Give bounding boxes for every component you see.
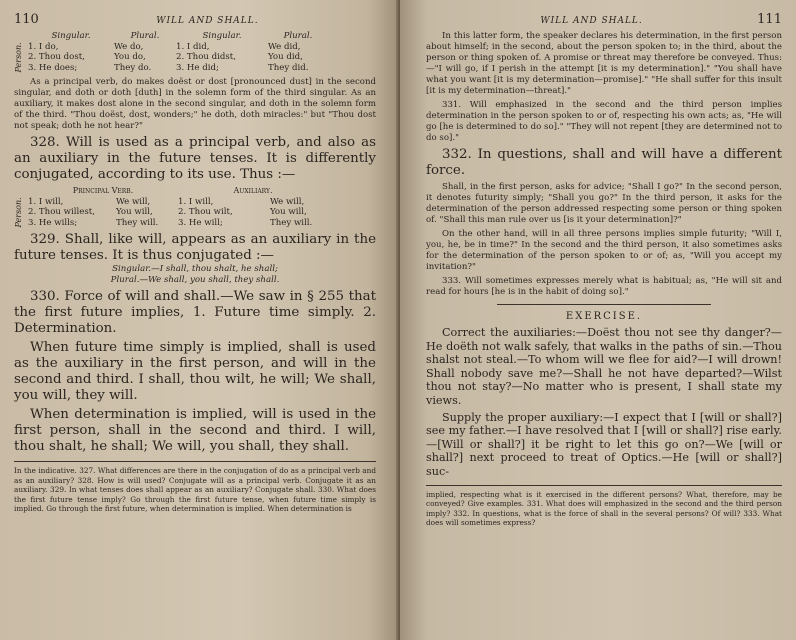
table-cell: They will. bbox=[270, 217, 313, 228]
section-328: 328. Will is used as a principal verb, and also as an auxiliary in the future tenses. It is differently conjugated, according to its use. Thus :— bbox=[14, 135, 376, 182]
shall-questions: Shall, in the first person, asks for advice; "Shall I go?" In the second person, it denotes futurity simply; "Shall you go?" In the third person, it asks for the determination of the person addressed respecting some person or thing spoken of. "Shall this man rule over us [is it your determination]?" bbox=[426, 182, 782, 225]
will-conjugation-table bbox=[14, 186, 376, 228]
table-cell: 1. I will, bbox=[28, 196, 64, 207]
table-cell: We do, bbox=[114, 41, 144, 52]
table-cell: We did, bbox=[268, 41, 301, 52]
left-page-number: 110 bbox=[14, 12, 39, 27]
table-cell: You do, bbox=[114, 52, 146, 62]
determination-rule: When determination is implied, will is used in the first person, shall in the second and third. I will, thou shalt, he shall; We will, you shall, they shall. bbox=[14, 407, 376, 454]
person-label: Person. bbox=[14, 197, 23, 228]
right-page bbox=[400, 0, 796, 640]
principal-verb-note: As a principal verb, do makes doëst or dost [pronounced dust] in the second singular, and doth or doth [duth] in the solemn form of the third singular. As an auxiliary, it makes dost alone in the second singular, and doth in the solemn form of the third. "Thou doëst, dost, wonders;" he doth, doth miracles:" but "Thou dost not speak; doth he not hear?" bbox=[14, 77, 376, 131]
will-questions: On the other hand, will in all three persons implies simple futurity; "Will I, you, he, be in time?" In the second and the third person, it also sometimes asks for the determination of the person spoken to or of; as, "Will you accept my invitation?" bbox=[426, 229, 782, 272]
section-329: 329. Shall, like will, appears as an auxiliary in the future tenses. It is thus conjugated :— bbox=[14, 232, 376, 263]
col-header: Plural. bbox=[130, 31, 160, 41]
table-cell: 3. He does; bbox=[28, 62, 78, 73]
table-cell: 2. Thou willest, bbox=[28, 207, 95, 217]
section-333: 333. Will sometimes expresses merely what is habitual; as, "He will sit and read for hours [he is in the habit of doing so]." bbox=[426, 276, 782, 297]
table-cell: 1. I do, bbox=[28, 41, 59, 52]
exercise-heading: EXERCISE. bbox=[565, 311, 643, 322]
section-332: 332. In questions, shall and will have a different force. bbox=[426, 147, 782, 178]
shall-plural: Plural.—We shall, you shall, they shall. bbox=[110, 275, 280, 285]
table-cell: 2. Thou didst, bbox=[176, 52, 236, 62]
right-page-number: 111 bbox=[757, 12, 782, 27]
exercise-correct: Correct the auxiliaries:—Doëst thou not see thy danger?—He doëth not walk safely, that walks in the paths of sin.—Thou shalst not steal.—To whom will we flee for aid?—I will drown! Shall nobody save me?—Shall he not have departed?—Wilst thou not stay?—No matter who is present, I shall state my views. bbox=[426, 326, 782, 407]
col-header: Auxiliary. bbox=[233, 186, 273, 195]
left-header bbox=[14, 12, 376, 27]
footnote-rule bbox=[426, 485, 782, 486]
left-footnote: In the indicative. 327. What differences are there in the conjugation of do as a principal verb and as an auxiliary? 328. How is will used? Conjugate will as a principal verb. Conjugate it as an auxiliary. 329. In what tenses does shall appear as an auxiliary? Conjugate shall. 330. What does the first future tense imply? Go through the first future tense, when future time simply is implied. Go through the first future, when determination is implied. When determination is bbox=[14, 466, 376, 514]
determination-intro: In this latter form, the speaker declares his determination, in the first person about himself; in the second, about the person spoken to; in the third, about the person or thing spoken of. A promise or threat may therefore be conveyed. Thus:—"I will go, if I perish in the attempt [it is my determination]." "You shall have what you want [it is my determination—promise]." "He shall suffer for this insult [it is my determination—threat]." bbox=[426, 31, 782, 96]
shall-singular: Singular.—I shall, thou shalt, he shall; bbox=[112, 264, 278, 274]
exercise-rule bbox=[497, 304, 711, 305]
table-cell: 3. He wills; bbox=[28, 217, 78, 228]
table-cell: 2. Thou dost, bbox=[28, 52, 85, 62]
exercise-supply: Supply the proper auxiliary:—I expect that I [will or shall?] see my father.—I have resolved that I [will or shall?] rise early. —[Will or shall?] it be right to let this go on?—We [will or shall?] next proceed to treat of Optics.—He [will or shall?] suc- bbox=[426, 410, 782, 478]
table-cell: You will, bbox=[116, 207, 153, 217]
table-cell: They did. bbox=[268, 62, 309, 73]
do-conjugation-table bbox=[14, 31, 376, 73]
table-cell: 3. He will; bbox=[178, 217, 223, 228]
table-cell: 2. Thou wilt, bbox=[178, 207, 233, 217]
table-cell: They do. bbox=[114, 62, 152, 73]
col-header: Principal Verb. bbox=[72, 186, 134, 195]
table-cell: You will, bbox=[270, 207, 307, 217]
right-footnote: implied, respecting what is it exercised in the different persons? What, therefore, may be conveyed? Give examples. 331. What does will emphasized in the second and the third person imply? 332. In questions, what is the force of shall in the several persons? Of will? 333. What does will sometimes express? bbox=[426, 489, 782, 528]
table-cell: We will, bbox=[116, 196, 151, 207]
table-cell: They will. bbox=[116, 217, 159, 228]
col-header: Singular. bbox=[51, 31, 91, 41]
col-header: Plural. bbox=[283, 31, 313, 41]
table-cell: 3. He did; bbox=[176, 62, 219, 73]
table-cell: 1. I will, bbox=[178, 196, 214, 207]
person-label: Person. bbox=[14, 42, 23, 73]
right-running-head: WILL AND SHALL. bbox=[540, 16, 643, 26]
left-running-head: WILL AND SHALL. bbox=[156, 16, 259, 26]
table-cell: You did, bbox=[268, 52, 303, 62]
future-simple-rule: When future time simply is implied, shall is used as the auxiliary in the first person, and will in the second and third. I shall, thou wilt, he will; We shall, you will, they will. bbox=[14, 340, 376, 403]
table-cell: 1. I did, bbox=[176, 41, 210, 52]
right-header bbox=[426, 12, 782, 27]
col-header: Singular. bbox=[202, 31, 242, 41]
section-331: 331. Will emphasized in the second and the third person implies determination in the person spoken to or of, respecting his own acts; as, "He will go [he is determined to do so]." "They will not repent [they are determined not to do so]." bbox=[426, 100, 782, 143]
section-330: 330. Force of will and shall.—We saw in § 255 that the first future implies, 1. Future time simply. 2. Determination. bbox=[14, 289, 376, 336]
table-cell: We will, bbox=[270, 196, 305, 207]
footnote-rule bbox=[14, 461, 376, 462]
